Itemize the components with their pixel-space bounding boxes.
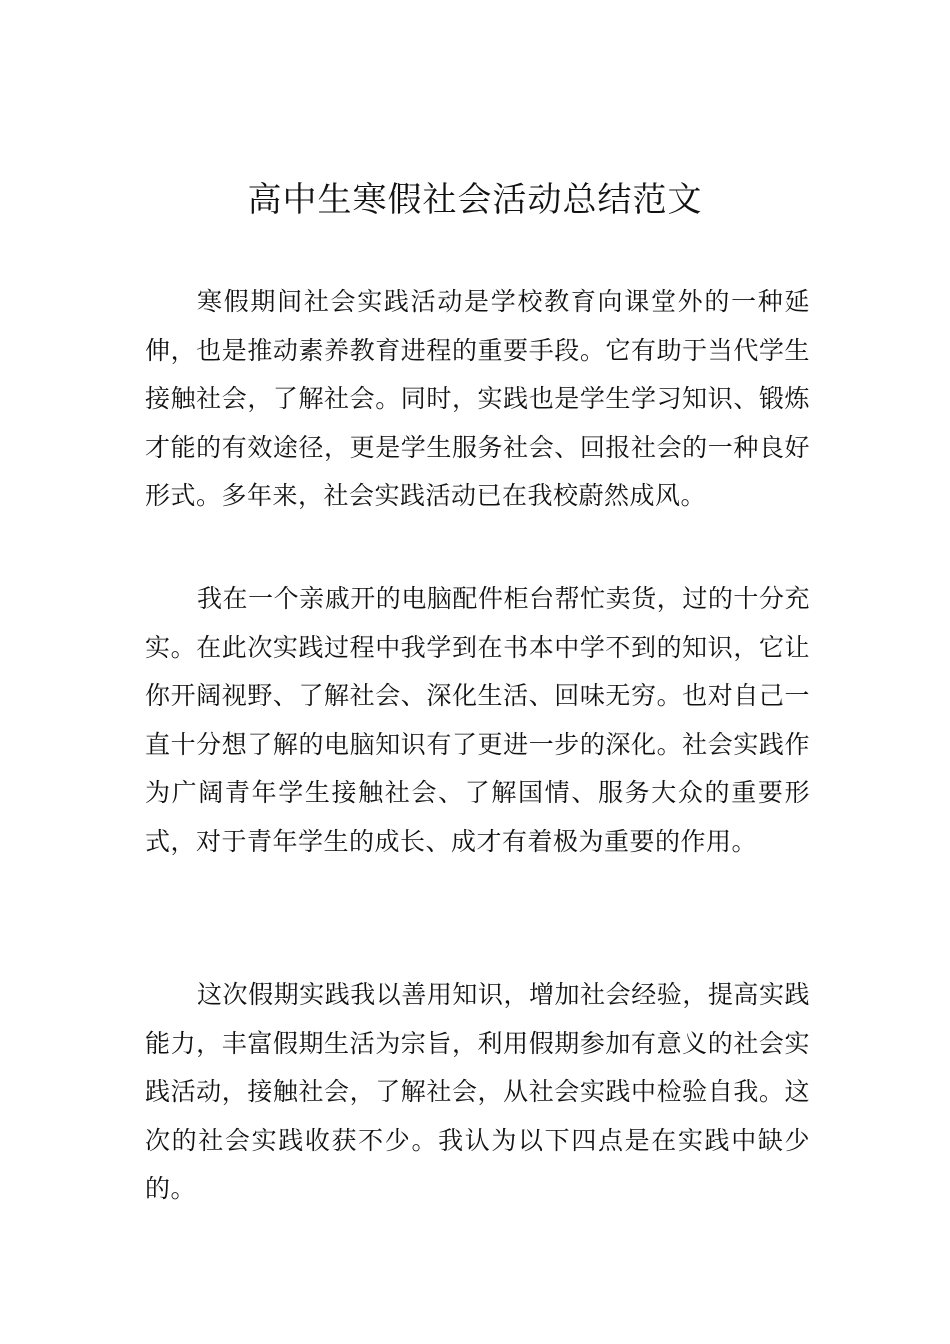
paragraph-3: 这次假期实践我以善用知识，增加社会经验，提高实践能力，丰富假期生活为宗旨，利用假期参加有意义的社会实践活动，接触社会，了解社会，从社会实践中检验自我。这次的社会实践收获不少。我认为以下四点是在实践中缺少的。 [145, 980, 810, 1203]
document-title: 高中生寒假社会活动总结范文 [247, 180, 703, 220]
paragraph-1: 寒假期间社会实践活动是学校教育向课堂外的一种延伸，也是推动素养教育进程的重要手段。它有助于当代学生接触社会，了解社会。同时，实践也是学生学习知识、锻炼才能的有效途径，更是学生服务社会、回报社会的一种良好形式。多年来，社会实践活动已在我校蔚然成风。 [145, 287, 810, 510]
paragraph-2: 我在一个亲戚开的电脑配件柜台帮忙卖货，过的十分充实。在此次实践过程中我学到在书本中学不到的知识，它让你开阔视野、了解社会、深化生活、回味无穷。也对自己一直十分想了解的电脑知识有了更进一步的深化。社会实践作为广阔青年学生接触社会、了解国情、服务大众的重要形式，对于青年学生的成长、成才有着极为重要的作用。 [145, 584, 810, 856]
